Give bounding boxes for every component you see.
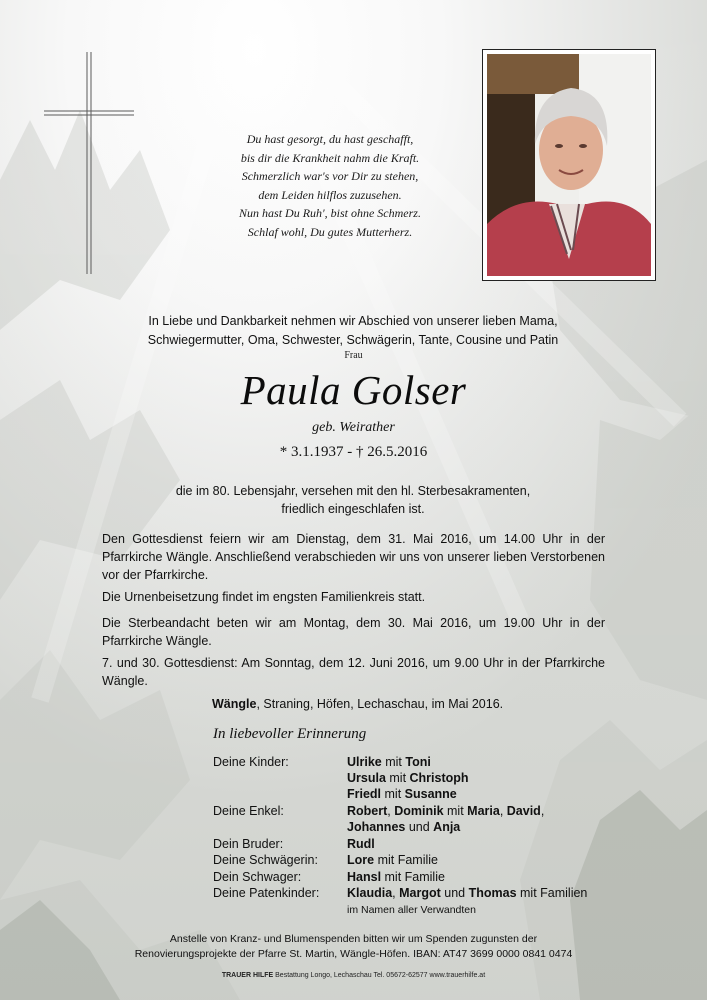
family-children-row: Friedl mit Susanne bbox=[347, 787, 457, 801]
family-label-brother-in-law: Dein Schwager: bbox=[213, 870, 302, 884]
family-grandchildren-row: Robert, Dominik mit Maria, David, bbox=[347, 804, 545, 818]
poem-line: bis dir die Krankheit nahm die Kraft. bbox=[240, 150, 420, 165]
portrait-photo bbox=[483, 50, 655, 280]
imprint-brand: TRAUER HILFE bbox=[221, 972, 274, 979]
donation-line: Anstelle von Kranz- und Blumenspenden bitten wir um Spenden zugunsten der bbox=[169, 933, 538, 945]
funeral-service-paragraph: Den Gottesdienst feiern wir am Dienstag, dem 31. Mai 2016, um 14.00 Uhr in der Pfarrkirche Wängle. Anschließend verabschieden wir uns von unserer lieben Verstorbenen vor der Pfarrkirche. bbox=[102, 532, 605, 582]
intro-line: Schwiegermutter, Oma, Schwester, Schwägerin, Tante, Cousine und Patin bbox=[147, 333, 559, 347]
prayer-paragraph: Die Sterbeandacht beten wir am Montag, dem 30. Mai 2016, um 19.00 Uhr in der Pfarrkirche Wängle. bbox=[102, 616, 605, 648]
family-label-grandchildren: Deine Enkel: bbox=[213, 804, 284, 818]
family-brother-row: Rudl bbox=[347, 837, 375, 851]
place-bold: Wängle bbox=[212, 697, 257, 711]
memorial-mass-paragraph: 7. und 30. Gottesdienst: Am Sonntag, dem 12. Juni 2016, um 9.00 Uhr in der Pfarrkirche Wängle. bbox=[102, 656, 605, 688]
family-godchildren-row: Klaudia, Margot und Thomas mit Familien bbox=[347, 886, 588, 900]
intro-text bbox=[100, 312, 606, 350]
life-dates: * 3.1.1937 - † 26.5.2016 bbox=[279, 444, 428, 460]
passing-line: die im 80. Lebensjahr, versehen mit den hl. Sterbesakramenten, bbox=[175, 484, 531, 498]
family-grandchildren-row: Johannes und Anja bbox=[347, 820, 461, 834]
family-label-brother: Dein Bruder: bbox=[213, 837, 284, 851]
family-children-row: Ulrike mit Toni bbox=[347, 755, 431, 769]
urn-burial-paragraph: Die Urnenbeisetzung findet im engsten Familienkreis statt. bbox=[102, 590, 426, 604]
passing-line: friedlich eingeschlafen ist. bbox=[281, 502, 425, 516]
place-rest: , Straning, Höfen, Lechaschau, im Mai 2016. bbox=[256, 697, 504, 711]
family-sister-in-law-row: Lore mit Familie bbox=[347, 853, 438, 867]
family-label-sister-in-law: Deine Schwägerin: bbox=[213, 853, 318, 867]
imprint bbox=[0, 972, 707, 979]
poem-line: Schlaf wohl, Du gutes Mutterherz. bbox=[247, 224, 413, 239]
imprint-rest: Bestattung Longo, Lechaschau Tel. 05672-62577 www.trauerhilfe.at bbox=[273, 972, 486, 979]
family-label-godchildren: Deine Patenkinder: bbox=[213, 886, 320, 900]
deceased-name: Paula Golser bbox=[240, 367, 467, 413]
family-children-row: Ursula mit Christoph bbox=[347, 771, 469, 785]
cross-icon bbox=[44, 52, 136, 278]
relatives-note: im Namen aller Verwandten bbox=[347, 904, 476, 916]
poem bbox=[190, 130, 470, 241]
family-brother-in-law-row: Hansl mit Familie bbox=[347, 870, 445, 884]
memory-heading: In liebevoller Erinnerung bbox=[213, 726, 367, 742]
birth-name: geb. Weirather bbox=[312, 420, 395, 435]
title-word: Frau bbox=[344, 350, 363, 361]
donation-line: Renovierungsprojekte der Pfarre St. Martin, Wängle-Höfen. IBAN: AT47 3699 0000 0841 0474 bbox=[134, 948, 573, 960]
poem-line: Nun hast Du Ruh', bist ohne Schmerz. bbox=[239, 206, 421, 220]
poem-line: Du hast gesorgt, du hast geschafft, bbox=[246, 132, 414, 146]
donation-note bbox=[0, 932, 707, 962]
poem-line: dem Leiden hilflos zuzusehen. bbox=[258, 187, 402, 202]
intro-line: In Liebe und Dankbarkeit nehmen wir Abschied von unserer lieben Mama, bbox=[148, 314, 558, 328]
poem-line: Schmerzlich war's vor Dir zu stehen, bbox=[241, 169, 419, 183]
place-date-line bbox=[212, 697, 503, 711]
portrait-image bbox=[487, 54, 651, 276]
family-label-children: Deine Kinder: bbox=[213, 755, 289, 769]
passing-text bbox=[100, 482, 606, 518]
